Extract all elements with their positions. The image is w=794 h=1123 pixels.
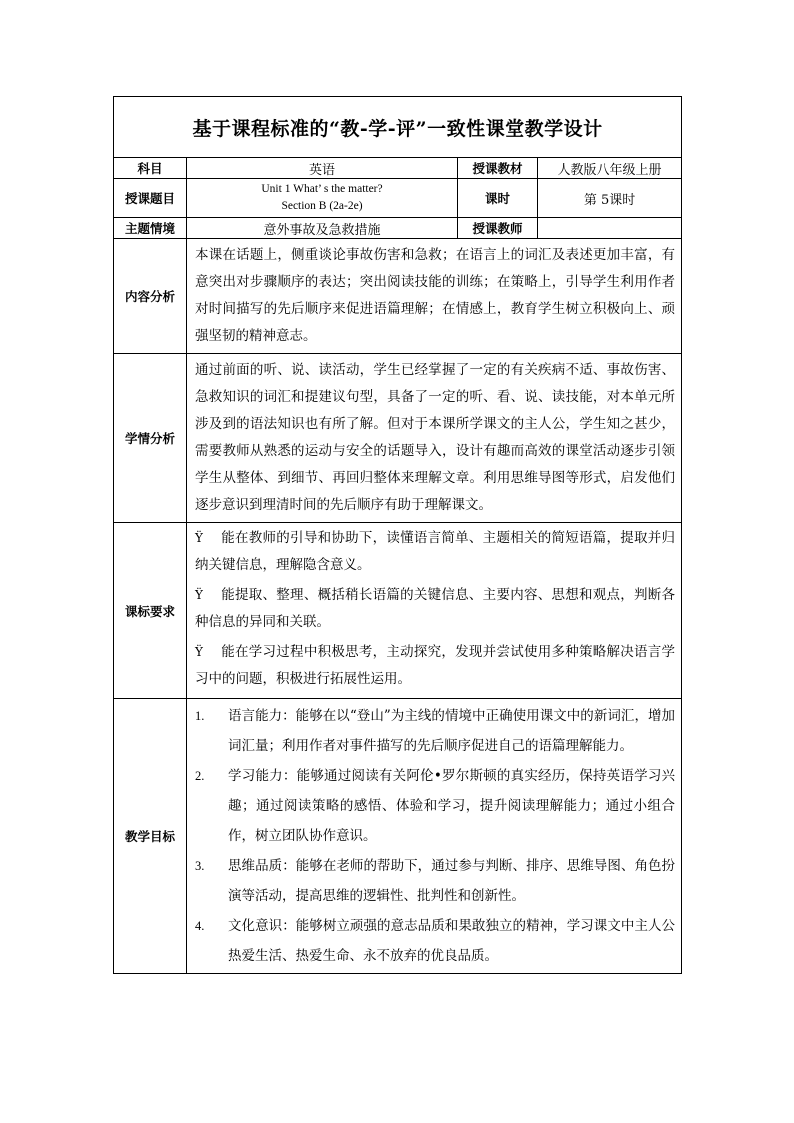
teacher-label: 授课教师: [458, 218, 538, 239]
textbook-value: 人教版八年级上册: [538, 158, 682, 179]
period-value: 第 5课时: [538, 179, 682, 218]
bullet-icon: Ÿ: [195, 531, 203, 545]
topic-label: 授课题目: [114, 179, 187, 218]
period-label: 课时: [458, 179, 538, 218]
theme-label: 主题情境: [114, 218, 187, 239]
lesson-plan-table: [113, 96, 682, 974]
teaching-objectives-label: 教学目标: [114, 699, 187, 974]
objective-item: 3. 思维品质：能够在老师的帮助下，通过参与判断、排序、思维导图、角色扮演等活动，提高思维的逻辑性、批判性和创新性。: [195, 858, 676, 904]
topic-line-1: Unit 1 What’ s the matter?: [261, 183, 383, 195]
learner-analysis-text: 通过前面的听、说、读活动，学生已经掌握了一定的有关疾病不适、事故伤害、急救知识的词汇和提建议句型，具备了一定的听、看、说、读技能，对本单元所涉及到的语法知识也有所了解。但对于本课所学课文的主人公，学生知之甚少，需要教师从熟悉的运动与安全的话题导入，设计有趣而高效的课堂活动逐步引领学生从整体、到细节、再回归整体来理解文章。利用思维导图等形式，启发他们逐步意识到理清时间的先后顺序有助于理解课文。: [187, 354, 682, 523]
content-analysis-text: 本课在话题上，侧重谈论事故伤害和急救；在语言上的词汇及表述更加丰富，有意突出对步骤顺序的表达；突出阅读技能的训练；在策略上，引导学生利用作者对时间描写的先后顺序来促进语篇理解；在情感上，教育学生树立积极向上、顽强坚韧的精神意志。: [187, 239, 682, 354]
lesson-plan-document: [113, 96, 681, 974]
content-analysis-label: 内容分析: [114, 239, 187, 354]
objective-item: 2. 学习能力：能够通过阅读有关阿伦•罗尔斯顿的真实经历，保持英语学习兴趣；通过阅读策略的感悟、体验和学习，提升阅读理解能力；通过小组合作，树立团队协作意识。: [195, 768, 676, 844]
curriculum-requirements-label: 课标要求: [114, 523, 187, 699]
bullet-icon: Ÿ: [195, 588, 203, 602]
bullet-icon: Ÿ: [195, 645, 203, 659]
textbook-label: 授课教材: [458, 158, 538, 179]
topic-value: [187, 179, 458, 218]
subject-value: 英语: [187, 158, 458, 179]
requirement-item: Ÿ 能提取、整理、概括稍长语篇的关键信息、主要内容、思想和观点，判断各种信息的异同和关联。: [195, 582, 675, 636]
learner-analysis-label: 学情分析: [114, 354, 187, 523]
requirement-item: Ÿ 能在学习过程中积极思考，主动探究，发现并尝试使用多种策略解决语言学习中的问题，积极进行拓展性运用。: [195, 639, 675, 693]
teacher-value: [538, 218, 682, 239]
objective-item: 1. 语言能力：能够在以“登山”为主线的情境中正确使用课文中的新词汇，增加词汇量；利用作者对事件描写的先后顺序促进自己的语篇理解能力。: [195, 708, 676, 754]
topic-line-2: Section B (2a-2e): [281, 200, 363, 212]
curriculum-requirements-list: [187, 523, 682, 699]
teaching-objectives-cell: [187, 699, 682, 974]
theme-value: 意外事故及急救措施: [187, 218, 458, 239]
teaching-objectives-list: [187, 699, 681, 973]
document-title: 基于课程标准的“教-学-评”一致性课堂教学设计: [114, 97, 682, 158]
objective-item: 4. 文化意识：能够树立顽强的意志品质和果敢独立的精神，学习课文中主人公热爱生活、热爱生命、永不放弃的优良品质。: [195, 918, 676, 964]
subject-label: 科目: [114, 158, 187, 179]
requirement-item: Ÿ 能在教师的引导和协助下，读懂语言简单、主题相关的简短语篇，提取并归纳关键信息，理解隐含意义。: [195, 525, 675, 579]
